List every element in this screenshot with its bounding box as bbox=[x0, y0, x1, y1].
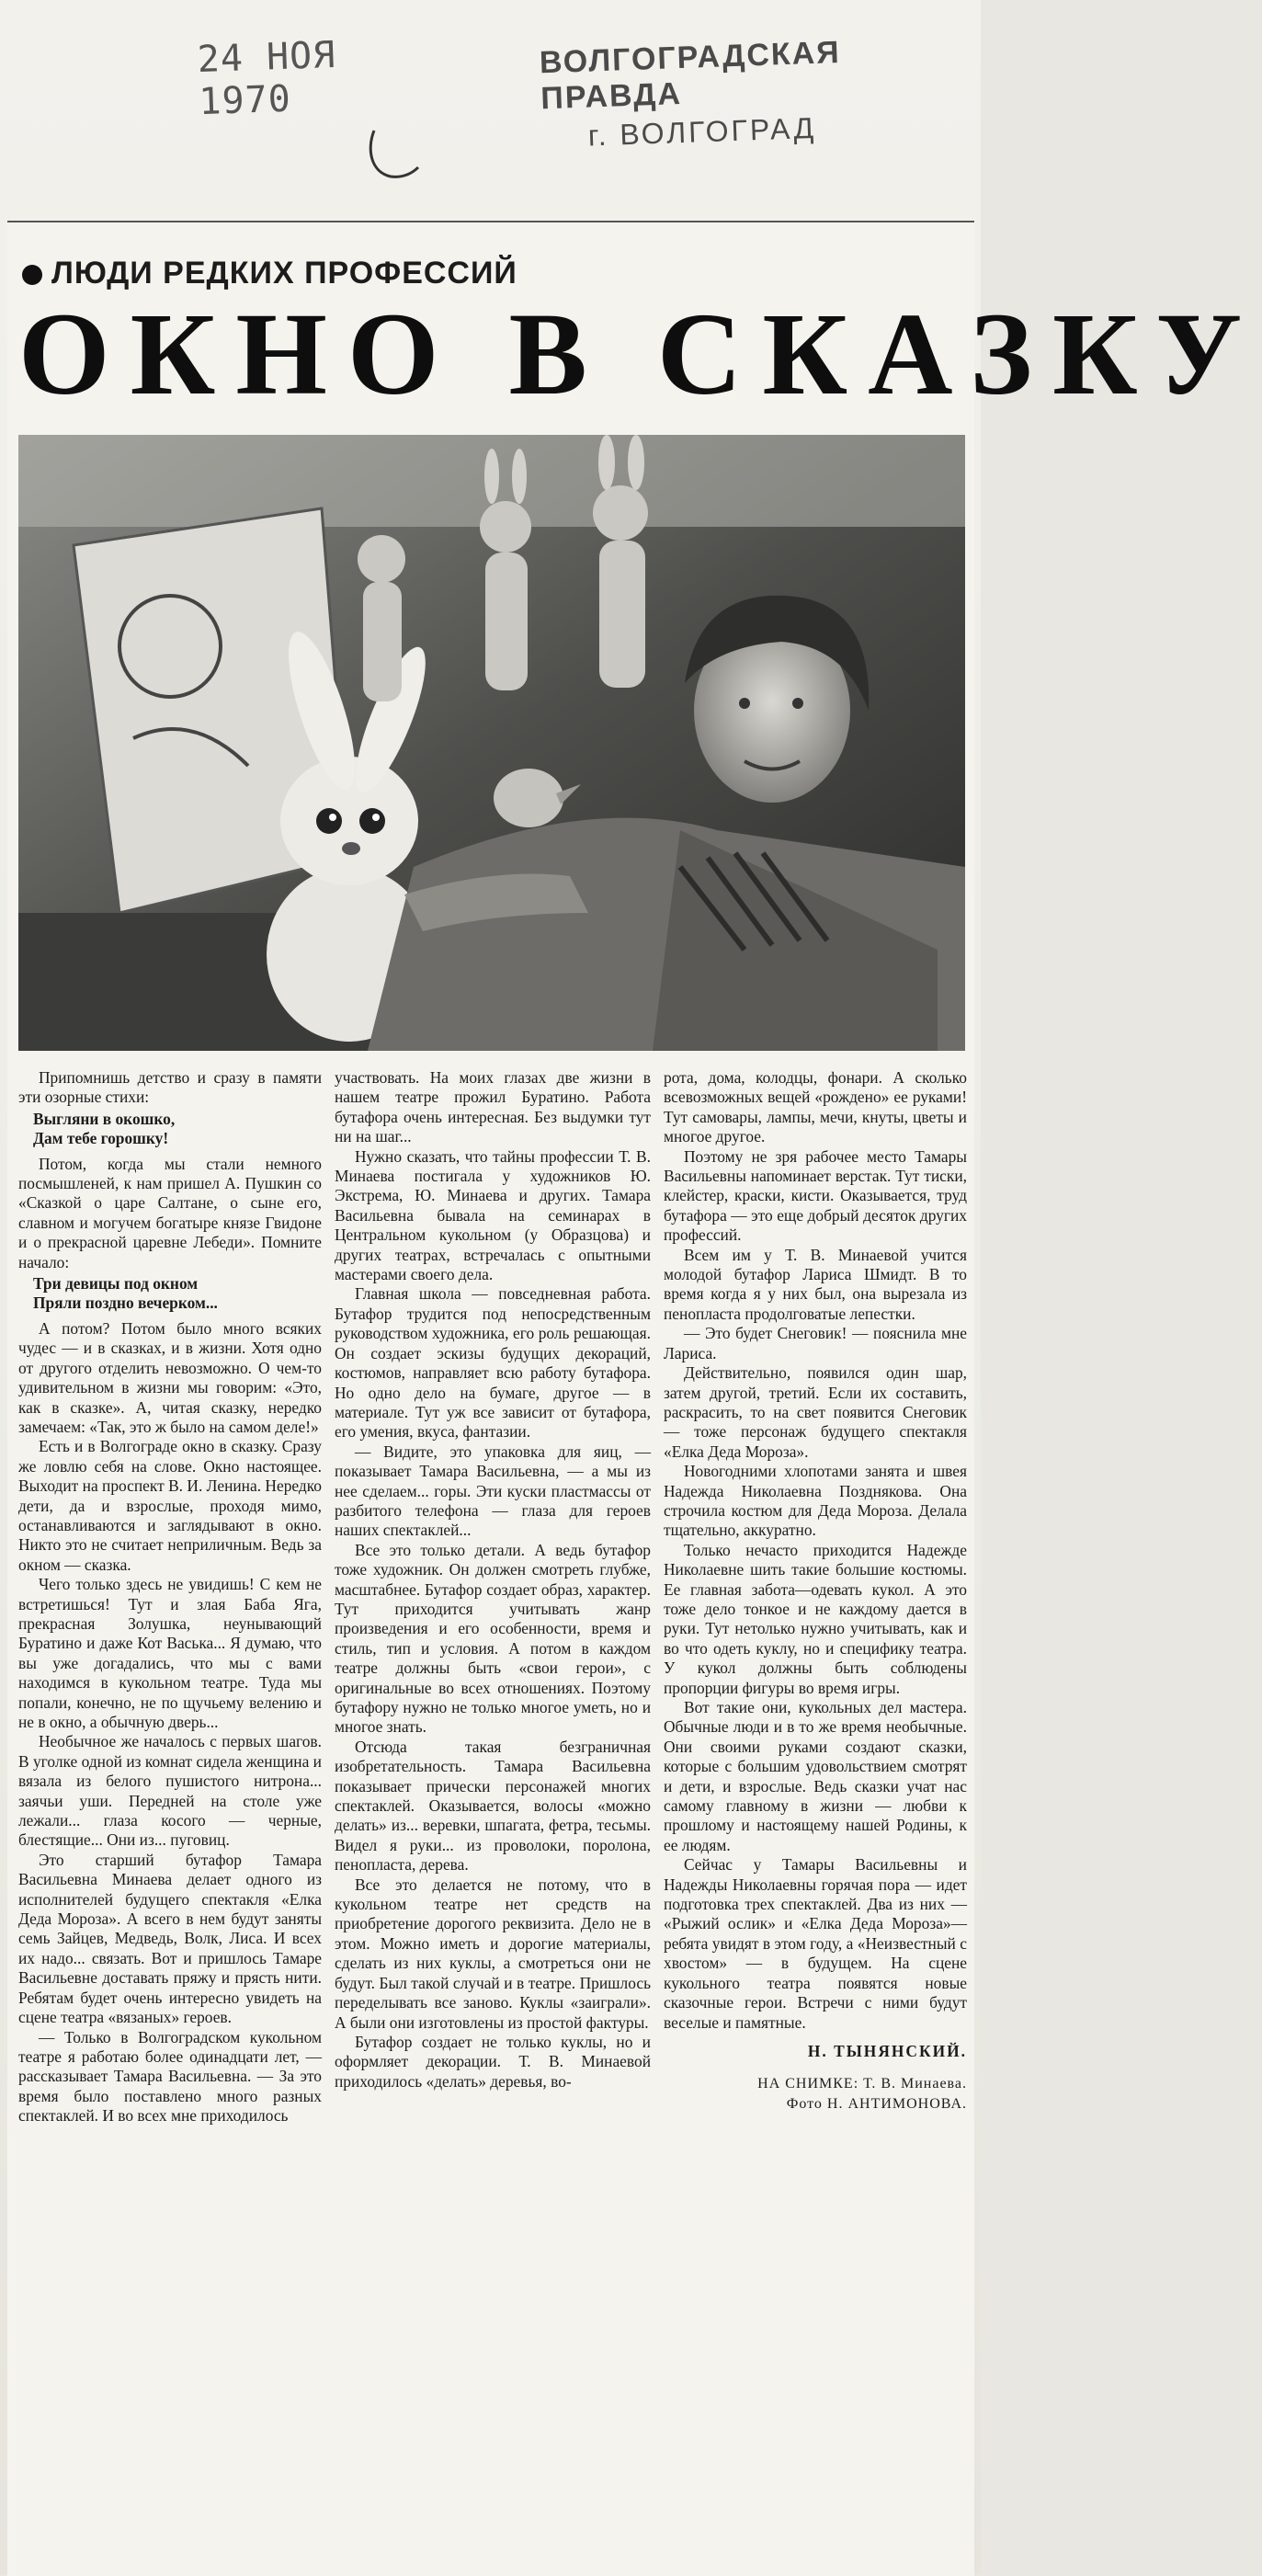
paragraph: Потом, когда мы стали немного посмышленей, к нам пришел А. Пушкин со «Сказкой о царе Салтане, о сыне его, славном и могучем богатыре князе Гвидоне и о прекрасной царевне Лебеди». Помните начало: bbox=[18, 1154, 322, 1271]
verse bbox=[18, 1110, 322, 1149]
paragraph: Отсюда такая безграничная изобретательность. Тамара Васильевна показывает прически персонажей многих спектаклей. Оказывается, волосы «можно делать» из... веревки, шпагата, фетра, тесьмы. Видел я руки... из проволоки, поролона, пенопласта, дерева. bbox=[335, 1737, 651, 1875]
paragraph: Сейчас у Тамары Васильевны и Надежды Николаевны горячая пора — идет подготовка трех спектаклей. Два из них — «Рыжий ослик» и «Елка Деда Мороза»—ребята увидят в этом году, а «Неизвестный с хвостом» — в будущем. На сцене кукольного театра появятся новые сказочные герои. Встречи с ними будут веселые и памятные. bbox=[664, 1855, 967, 2032]
stamp-newspaper: ВОЛГОГРАДСКАЯ ПРАВДА bbox=[539, 34, 842, 117]
author-signature: Н. ТЫНЯНСКИЙ. bbox=[807, 2041, 967, 2060]
pen-mark-icon bbox=[363, 121, 427, 186]
paragraph: Поэтому не зря рабочее место Тамары Васильевны напоминает верстак. Тут тиски, клейстер, краски, кисти. Оказывается, труд бутафора — это еще добрый десяток других профессий. bbox=[664, 1146, 967, 1245]
photo-puppet-maker bbox=[18, 435, 965, 1051]
caption-line: НА СНИМКЕ: Т. В. Минаева. bbox=[757, 2076, 967, 2092]
paragraph: Всем им у Т. В. Минаевой учится молодой бутафор Лариса Шмидт. В то время когда я у них был, она вырезала из пенопласта продолговатые лепестки. bbox=[664, 1245, 967, 1323]
verse bbox=[18, 1274, 322, 1314]
paragraph: Вот такие они, кукольных дел мастера. Обычные люди и в то же время необычные. Они своими руками создают сказки, которые с большим удовольствием смотрят и дети, и взрослые. Ведь сказки учат наc самому главному в жизни — любви к прошлому и настоящему нашей Родины, к ее людям. bbox=[664, 1698, 967, 1854]
paragraph: Чего только здесь не увидишь! С кем не встретишься! Тут и злая Баба Яга, прекрасная Золушка, неунывающий Буратино и даже Кот Васька... Я думаю, что вы уже догадались, что мы с вами находимся в кукольном театре. Туда мы попали, конечно, не по щучьему велению и не в окно, а обычную дверь... bbox=[18, 1575, 322, 1731]
paragraph: Новогодними хлопотами занята и швея Надежда Николаевна Позднякова. Она строчила костюм для Деда Мороза. Делала тщательно, аккуратно. bbox=[664, 1462, 967, 1540]
paragraph: — Видите, это упаковка для яиц, — показывает Тамара Васильевна, — а мы из нее сделаем... горы. Эти куски пластмассы от разбитого телефона — глаза для героев наших спектаклей... bbox=[335, 1442, 651, 1540]
paragraph: Все это делается не потому, что в кукольном театре нет средств на приобретение дорогого реквизита. Дело не в этом. Можно иметь и дорогие материалы, сделать из них куклы, а смотреться они не будут. Был такой случай и в театре. Пришлось переделывать все заново. Куклы «заиграли». А были они изготовлены из простой фактуры. bbox=[335, 1875, 651, 2032]
article-photo bbox=[18, 435, 965, 1051]
paragraph: Действительно, появился один шар, затем другой, третий. Если их составить, раскрасить, то на свет появится Снеговик — тоже персонаж будущего спектакля «Елка Деда Мороза». bbox=[664, 1363, 967, 1461]
paragraph: Главная школа — повседневная работа. Бутафор трудится под непосредственным руководством художника, его роль решающая. Он создает эскизы будущих декораций, костюмов, направляет всю работу бутафора. Но одно дело на бумаге, другое — в материале. Тут уж все зависит от бутафора, его умения, вкуса, фантазии. bbox=[335, 1284, 651, 1442]
paragraph: Бутафор создает не только куклы, но и оформляет декорации. Т. В. Минаевой приходилось «делать» деревья, во- bbox=[335, 2032, 651, 2091]
paragraph: Необычное же началось с первых шагов. В уголке одной из комнат сидела женщина и вязала из белого пушистого нитрона... заячьи уши. Передней на столе уже лежали... глаза косого — черные, блестящие... Они из... пуговиц. bbox=[18, 1732, 322, 1850]
bullet-icon bbox=[22, 265, 42, 285]
paragraph: рота, дома, колодцы, фонари. А сколько всевозможных вещей «рождено» ее руками! Тут самовары, лампы, мечи, кнуты, цветы и многое другое. bbox=[664, 1068, 967, 1146]
verse-line: Выгляни в окошко, bbox=[33, 1109, 176, 1128]
stamp-city: г. ВОЛГОГРАД bbox=[587, 110, 817, 153]
paragraph: Все это только детали. А ведь бутафор тоже художник. Он должен смотреть глубже, масштабнее. Бутафор создает образ, характер. Тут приходится учитывать жанр произведения и его особенности, время и стиль, тип и условия. А потом в каждом театре должны быть «свои герои», с оригинальные во всех отношениях. Поэтому бутафору нужно не только многое уметь, но и многое знать. bbox=[335, 1540, 651, 1737]
paragraph: — Это будет Снеговик! — пояснила мне Лариса. bbox=[664, 1324, 967, 1362]
date-stamp: 24 НОЯ 1970 bbox=[197, 33, 337, 124]
source-stamp bbox=[539, 32, 927, 153]
verse-line: Дам тебе горошку! bbox=[33, 1129, 169, 1148]
rubric-text: ЛЮДИ РЕДКИХ ПРОФЕССИЙ bbox=[51, 256, 517, 291]
paragraph: Это старший бутафор Тамара Васильевна Минаева делает одного из исполнителей будущего спектакля «Елка Деда Мороза». А всего в нем будут заняты семь Зайцев, Медведь, Волк, Лиса. И всех их надо... связать. Вот и пришлось Тамаре Васильевне доставать пряжу и прясть нити. Ребятам будет очень интересно увидеть на сцене театра «вязаных» героев. bbox=[18, 1850, 322, 2027]
verse-line: Пряли поздно вечерком... bbox=[33, 1294, 218, 1313]
paragraph: — Только в Волгоградском кукольном театре я работаю более одинадцати лет, — рассказывает Тамара Васильевна. — За это время было поставлено много разных спектаклей. И во всех мне приходилось bbox=[18, 2027, 322, 2126]
photo-caption bbox=[664, 2074, 967, 2114]
column-2 bbox=[335, 1068, 651, 2092]
article-title: ОКНО В СКАЗКУ bbox=[18, 289, 1262, 419]
verse-line: Три девицы под окном bbox=[33, 1274, 199, 1294]
paragraph: Только нечасто приходится Надежде Николаевне шить такие большие костюмы. Ее главная забота—одевать кукол. А это тоже дело тонкое и не каждому дается в руки. Тут нетолько нужно учитывать, как и во что одеть куклу, но и специфику театра. У кукол должны быть соблюдены пропорции фигуры во время игры. bbox=[664, 1540, 967, 1697]
column-3 bbox=[664, 1068, 967, 2114]
paragraph: участвовать. На моих глазах две жизни в нашем театре прожил Буратино. Работа бутафора очень интересная. Без выдумки тут ни на шаг... bbox=[335, 1068, 651, 1146]
paragraph: Есть и в Волгограде окно в сказку. Сразу же ловлю себя на слове. Окно настоящее. Выходит на проспект В. И. Ленина. Нередко дети, да и взрослые, проходя мимо, останавливаются и заглядывают в окно. Никто это не считает неприличным. Ведь за окном — сказка. bbox=[18, 1437, 322, 1574]
paragraph: Нужно сказать, что тайны профессии Т. В. Минаева постигала у художников Ю. Экстрема, Ю. Минаева и других. Тамара Васильевна бывала на семинарах в Центральном кукольном (у Образцова) и других театрах, встречалась с опытными мастерами своего дела. bbox=[335, 1146, 651, 1284]
column-1 bbox=[18, 1068, 322, 2126]
caption-line: Фото Н. АНТИМОНОВА. bbox=[786, 2095, 967, 2112]
paragraph: А потом? Потом было много всяких чудес — и в сказках, и в жизни. Хотя одно от другого отделить невозможно. О чем-то удивительном в жизни мы говорим: «Это, как в сказке». А, читая сказку, нередко замечаем: «Так, это ж было на самом деле!» bbox=[18, 1318, 322, 1436]
paragraph: Припомнишь детство и сразу в памяти эти озорные стихи: bbox=[18, 1068, 322, 1107]
